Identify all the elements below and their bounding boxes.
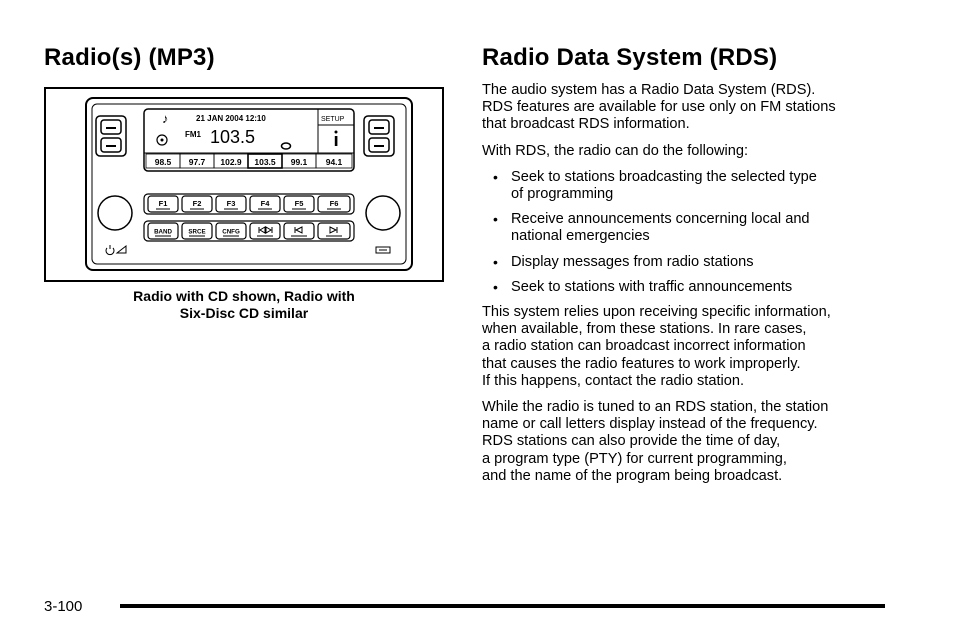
right-rocker-buttons: [364, 116, 394, 156]
display-setup: SETUP: [321, 116, 345, 123]
radio-faceplate-svg: [46, 89, 446, 284]
section-title-rds: Radio Data System (RDS): [482, 44, 778, 71]
f2-label: F2: [192, 199, 202, 208]
text-line: when available, from these stations. In rare cases,: [482, 321, 807, 338]
text-line: With RDS, the radio can do the following:: [482, 142, 749, 159]
display-frequency: 103.5: [210, 127, 256, 147]
text-line: The audio system has a Radio Data System (RDS).: [482, 82, 816, 98]
text-line: name or call letters display instead of the frequency.: [482, 416, 818, 433]
function-buttons: [148, 196, 350, 212]
list-item: [482, 254, 922, 271]
radio-illustration: [44, 87, 444, 282]
display-date-time: 21 JAN 2004 12:10: [196, 114, 266, 123]
bullet-icon: •: [493, 278, 498, 295]
preset-label: 98.5: [154, 157, 172, 167]
left-rocker-buttons: [96, 116, 126, 156]
list-item: [482, 169, 922, 203]
caption-line: Radio with CD shown, Radio with: [133, 288, 355, 304]
rds-feature-list: [482, 169, 922, 296]
preset-label: 97.7: [188, 157, 206, 167]
lead-in-paragraph: [482, 143, 922, 160]
preset-label: 102.9: [220, 157, 242, 167]
text-line: While the radio is tuned to an RDS station, the station: [482, 399, 829, 416]
seek-back-icon: [259, 227, 272, 233]
preset-label: 99.1: [290, 157, 308, 167]
srce-label: SRCE: [188, 228, 206, 236]
note-icon: ♪: [162, 111, 169, 126]
text-line: Receive announcements concerning local and: [511, 211, 810, 228]
faceplate-outline: [86, 98, 412, 270]
section-title-radio-mp3: Radio(s) (MP3): [44, 44, 215, 71]
f1-label: F1: [158, 199, 168, 208]
text-line: of programming: [511, 186, 614, 203]
rds-body: [482, 82, 922, 494]
preset-label: 103.5: [254, 157, 276, 167]
text-line: If this happens, contact the radio station.: [482, 372, 745, 389]
f3-label: F3: [226, 199, 236, 208]
stereo-icon: [282, 143, 291, 149]
band-label: BAND: [154, 228, 172, 236]
text-line: national emergencies: [511, 228, 650, 245]
list-item: [482, 279, 922, 296]
caption-line: Six-Disc CD similar: [179, 305, 309, 321]
display-band: FM1: [185, 130, 201, 139]
preset-row: [146, 154, 352, 168]
text-line: that broadcast RDS information.: [482, 116, 690, 133]
text-line: a radio station can broadcast incorrect information: [482, 338, 806, 355]
bullet-icon: •: [493, 211, 498, 228]
info-icon: [335, 131, 338, 147]
figure-caption: [44, 288, 444, 322]
text-line: RDS stations can also provide the time of day,: [482, 433, 781, 450]
intro-paragraph: [482, 82, 922, 134]
cnfg-label: CNFG: [222, 228, 240, 236]
eject-icon: [376, 247, 390, 253]
text-line: Seek to stations with traffic announcements: [511, 278, 793, 295]
page-number: 3-100: [44, 598, 83, 615]
station-paragraph: [482, 399, 922, 485]
text-line: Display messages from radio stations: [511, 253, 754, 270]
text-line: and the name of the program being broadcast.: [482, 467, 783, 484]
control-buttons: [148, 223, 350, 239]
text-line: Seek to stations broadcasting the selected type: [511, 168, 817, 185]
bullet-icon: •: [493, 253, 498, 270]
next-icon: [330, 227, 337, 233]
power-volume-icon: [106, 245, 126, 255]
footer-rule: [120, 604, 885, 608]
f6-label: F6: [329, 199, 339, 208]
f5-label: F5: [294, 199, 304, 208]
preset-label: 94.1: [325, 157, 343, 167]
volume-knob: [98, 196, 132, 230]
f4-label: F4: [260, 199, 270, 208]
text-line: RDS features are available for use only on FM stations: [482, 99, 836, 116]
bullet-icon: •: [493, 168, 498, 185]
text-line: that causes the radio features to work improperly.: [482, 355, 801, 372]
text-line: a program type (PTY) for current programming,: [482, 450, 787, 467]
reliability-paragraph: [482, 304, 922, 390]
tune-knob: [366, 196, 400, 230]
list-item: [482, 211, 922, 245]
text-line: This system relies upon receiving specific information,: [482, 304, 831, 321]
prev-icon: [295, 227, 302, 233]
